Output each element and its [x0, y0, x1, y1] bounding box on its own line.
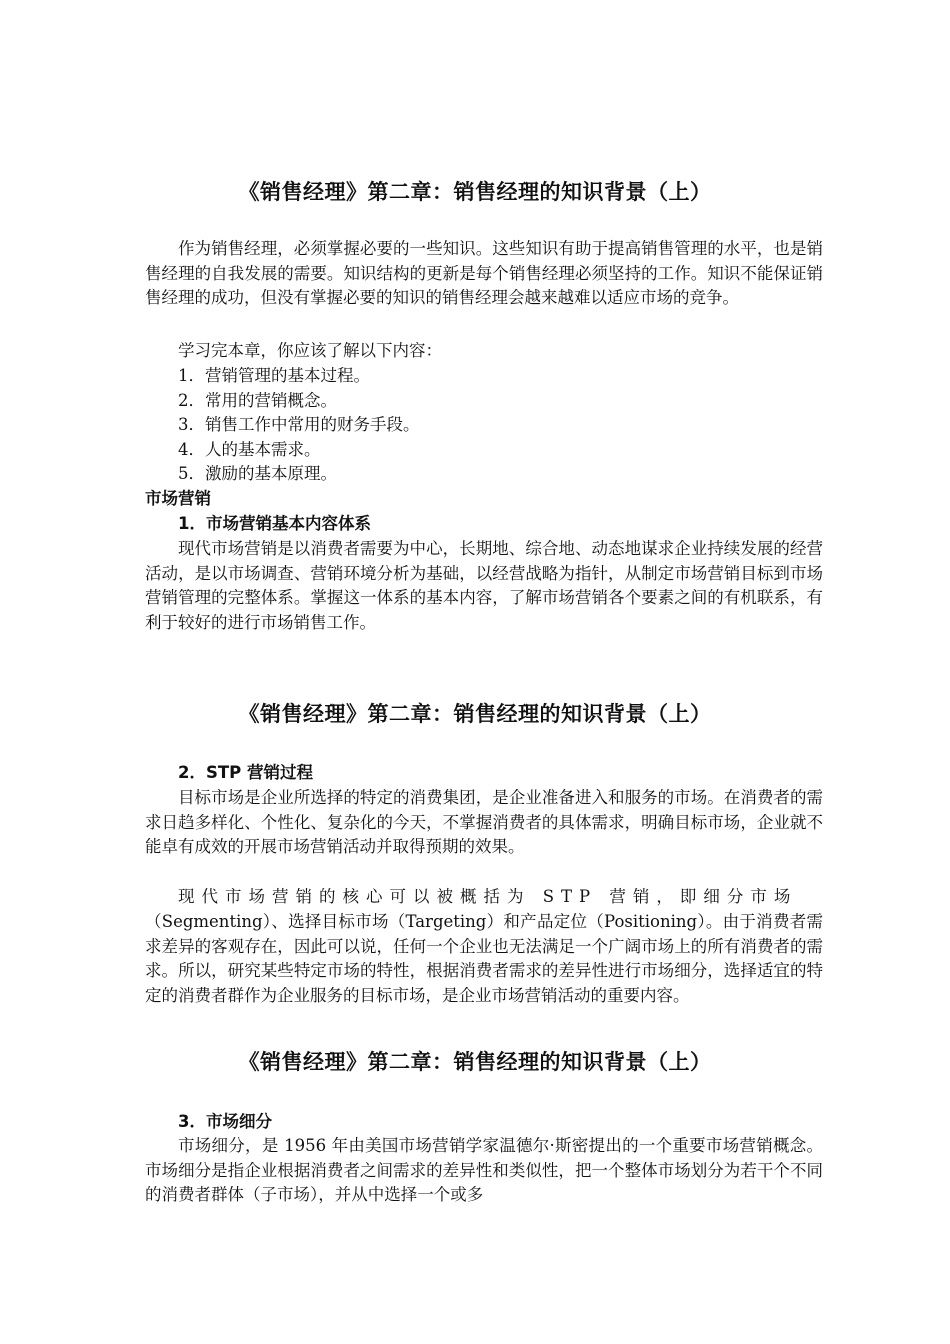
stp-paragraph-first-line: 现代市场营销的核心可以被概括为 STP 营销，即细分市场 [178, 887, 798, 906]
chapter-title-2: 《销售经理》第二章：销售经理的知识背景（上） [238, 702, 712, 726]
target-market-paragraph: 目标市场是企业所选择的特定的消费集团，是企业准备进入和服务的市场。在消费者的需求日趋多样化、个性化、复杂化的今天，不掌握消费者的具体需求，明确目标市场，企业就不能卓有成效的开展市场营销活动并取得预期的效果。 [145, 788, 823, 856]
subheading-content-system: 1．市场营销基本内容体系 [178, 514, 371, 533]
intro-paragraph: 作为销售经理，必须掌握必要的一些知识。这些知识有助于提高销售管理的水平，也是销售经理的自我发展的需要。知识结构的更新是每个销售经理必须坚持的工作。知识不能保证销售经理的成功，但没有掌握必要的知识的销售经理会越来越难以适应市场的竞争。 [145, 239, 823, 307]
segmentation-paragraph: 市场细分，是 1956 年由美国市场营销学家温德尔·斯密提出的一个重要市场营销概念。市场细分是指企业根据消费者之间需求的差异性和类似性，把一个整体市场划分为若干个不同的消费者群体（子市场），并从中选择一个或多 [145, 1136, 823, 1204]
learning-lead: 学习完本章，你应该了解以下内容： [178, 341, 442, 360]
section-heading-marketing: 市场营销 [145, 489, 211, 508]
subheading-stp: 2．STP 营销过程 [178, 763, 313, 782]
content-system-paragraph: 现代市场营销是以消费者需要为中心，长期地、综合地、动态地谋求企业持续发展的经营活动，是以市场调查、营销环境分析为基础，以经营战略为指针，从制定市场营销目标到市场营销管理的完整体系。掌握这一体系的基本内容，了解市场营销各个要素之间的有机联系，有利于较好的进行市场销售工作。 [145, 539, 823, 632]
list-item-1: 1．营销管理的基本过程。 [178, 366, 370, 385]
list-item-2: 2．常用的营销概念。 [178, 391, 337, 410]
chapter-title-3: 《销售经理》第二章：销售经理的知识背景（上） [238, 1050, 712, 1074]
list-item-5: 5．激励的基本原理。 [178, 464, 337, 483]
list-item-3: 3．销售工作中常用的财务手段。 [178, 415, 420, 434]
chapter-title-1: 《销售经理》第二章：销售经理的知识背景（上） [238, 180, 712, 204]
stp-paragraph-rest: （Segmenting）、选择目标市场（Targeting）和产品定位（Positioning）。由于消费者需求差异的客观存在，因此可以说，任何一个企业也无法满足一个广阔市场上的所有消费者的需求。所以，研究某些特定市场的特性，根据消费者需求的差异性进行市场细分，选择适宜的特定的消费者群作为企业服务的目标市场，是企业市场营销活动的重要内容。 [145, 912, 823, 1005]
subheading-segmentation: 3．市场细分 [178, 1112, 272, 1131]
list-item-4: 4．人的基本需求。 [178, 440, 321, 459]
